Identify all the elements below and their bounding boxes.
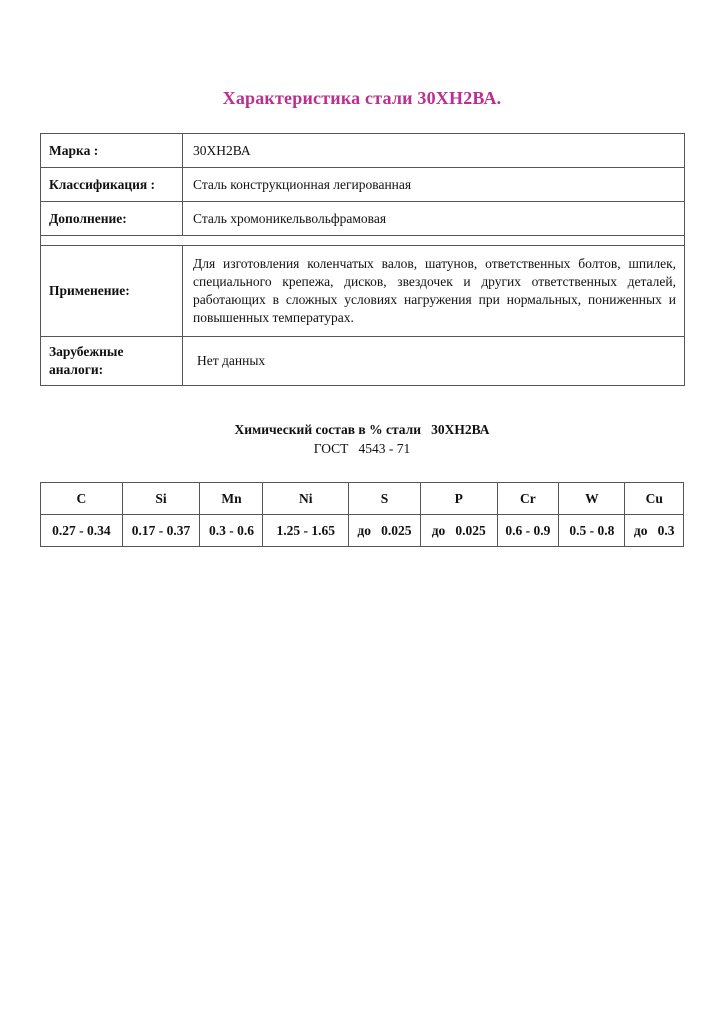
classification-value: Сталь конструкционная легированная [183,168,685,202]
chemical-composition-table [40,482,684,547]
element-header-ni: Ni [263,483,349,515]
info-row-grade [41,134,685,168]
addition-value: Сталь хромоникельвольфрамовая [183,202,685,236]
grade-label: Марка : [41,134,183,168]
application-label: Применение: [41,246,183,337]
element-value-mn: 0.3 - 0.6 [200,515,263,547]
addition-label: Дополнение: [41,202,183,236]
element-value-s: до 0.025 [348,515,420,547]
gost-standard-label: ГОСТ 4543 - 71 [313,441,411,456]
foreign-analogs-value: Нет данных [183,337,685,386]
element-header-c: C [41,483,123,515]
element-value-c: 0.27 - 0.34 [41,515,123,547]
steel-info-table [40,133,685,386]
classification-label: Классификация : [41,168,183,202]
info-row-classification [41,168,685,202]
document-page [40,0,684,547]
element-value-si: 0.17 - 0.37 [122,515,200,547]
element-header-p: P [420,483,497,515]
element-value-ni: 1.25 - 1.65 [263,515,349,547]
element-value-w: 0.5 - 0.8 [559,515,625,547]
spacer-cell [41,236,685,246]
element-header-cr: Cr [497,483,559,515]
info-row-addition [41,202,685,236]
element-header-cu: Cu [625,483,684,515]
info-row-application [41,246,685,337]
table-spacer-band [41,236,685,246]
element-value-cr: 0.6 - 0.9 [497,515,559,547]
page-title: Характеристика стали 30ХН2ВА. [222,88,502,108]
chemical-composition-heading: Химический состав в % стали 30ХН2ВА [234,422,490,437]
element-header-mn: Mn [200,483,263,515]
chem-values-row [41,515,684,547]
element-value-cu: до 0.3 [625,515,684,547]
foreign-analogs-label: Зарубежные аналоги: [41,337,183,386]
element-header-si: Si [122,483,200,515]
element-value-p: до 0.025 [420,515,497,547]
element-header-s: S [348,483,420,515]
info-row-foreign-analogs [41,337,685,386]
chem-header-row [41,483,684,515]
grade-value: 30ХН2ВА [183,134,685,168]
element-header-w: W [559,483,625,515]
application-value: Для изготовления коленчатых валов, шатунов, ответственных болтов, шпилек, специального крепежа, дисков, звездочек и других ответственных деталей, работающих в сложных условиях нагружения при нормальных, пониженных и повышенных температурах. [183,246,685,337]
